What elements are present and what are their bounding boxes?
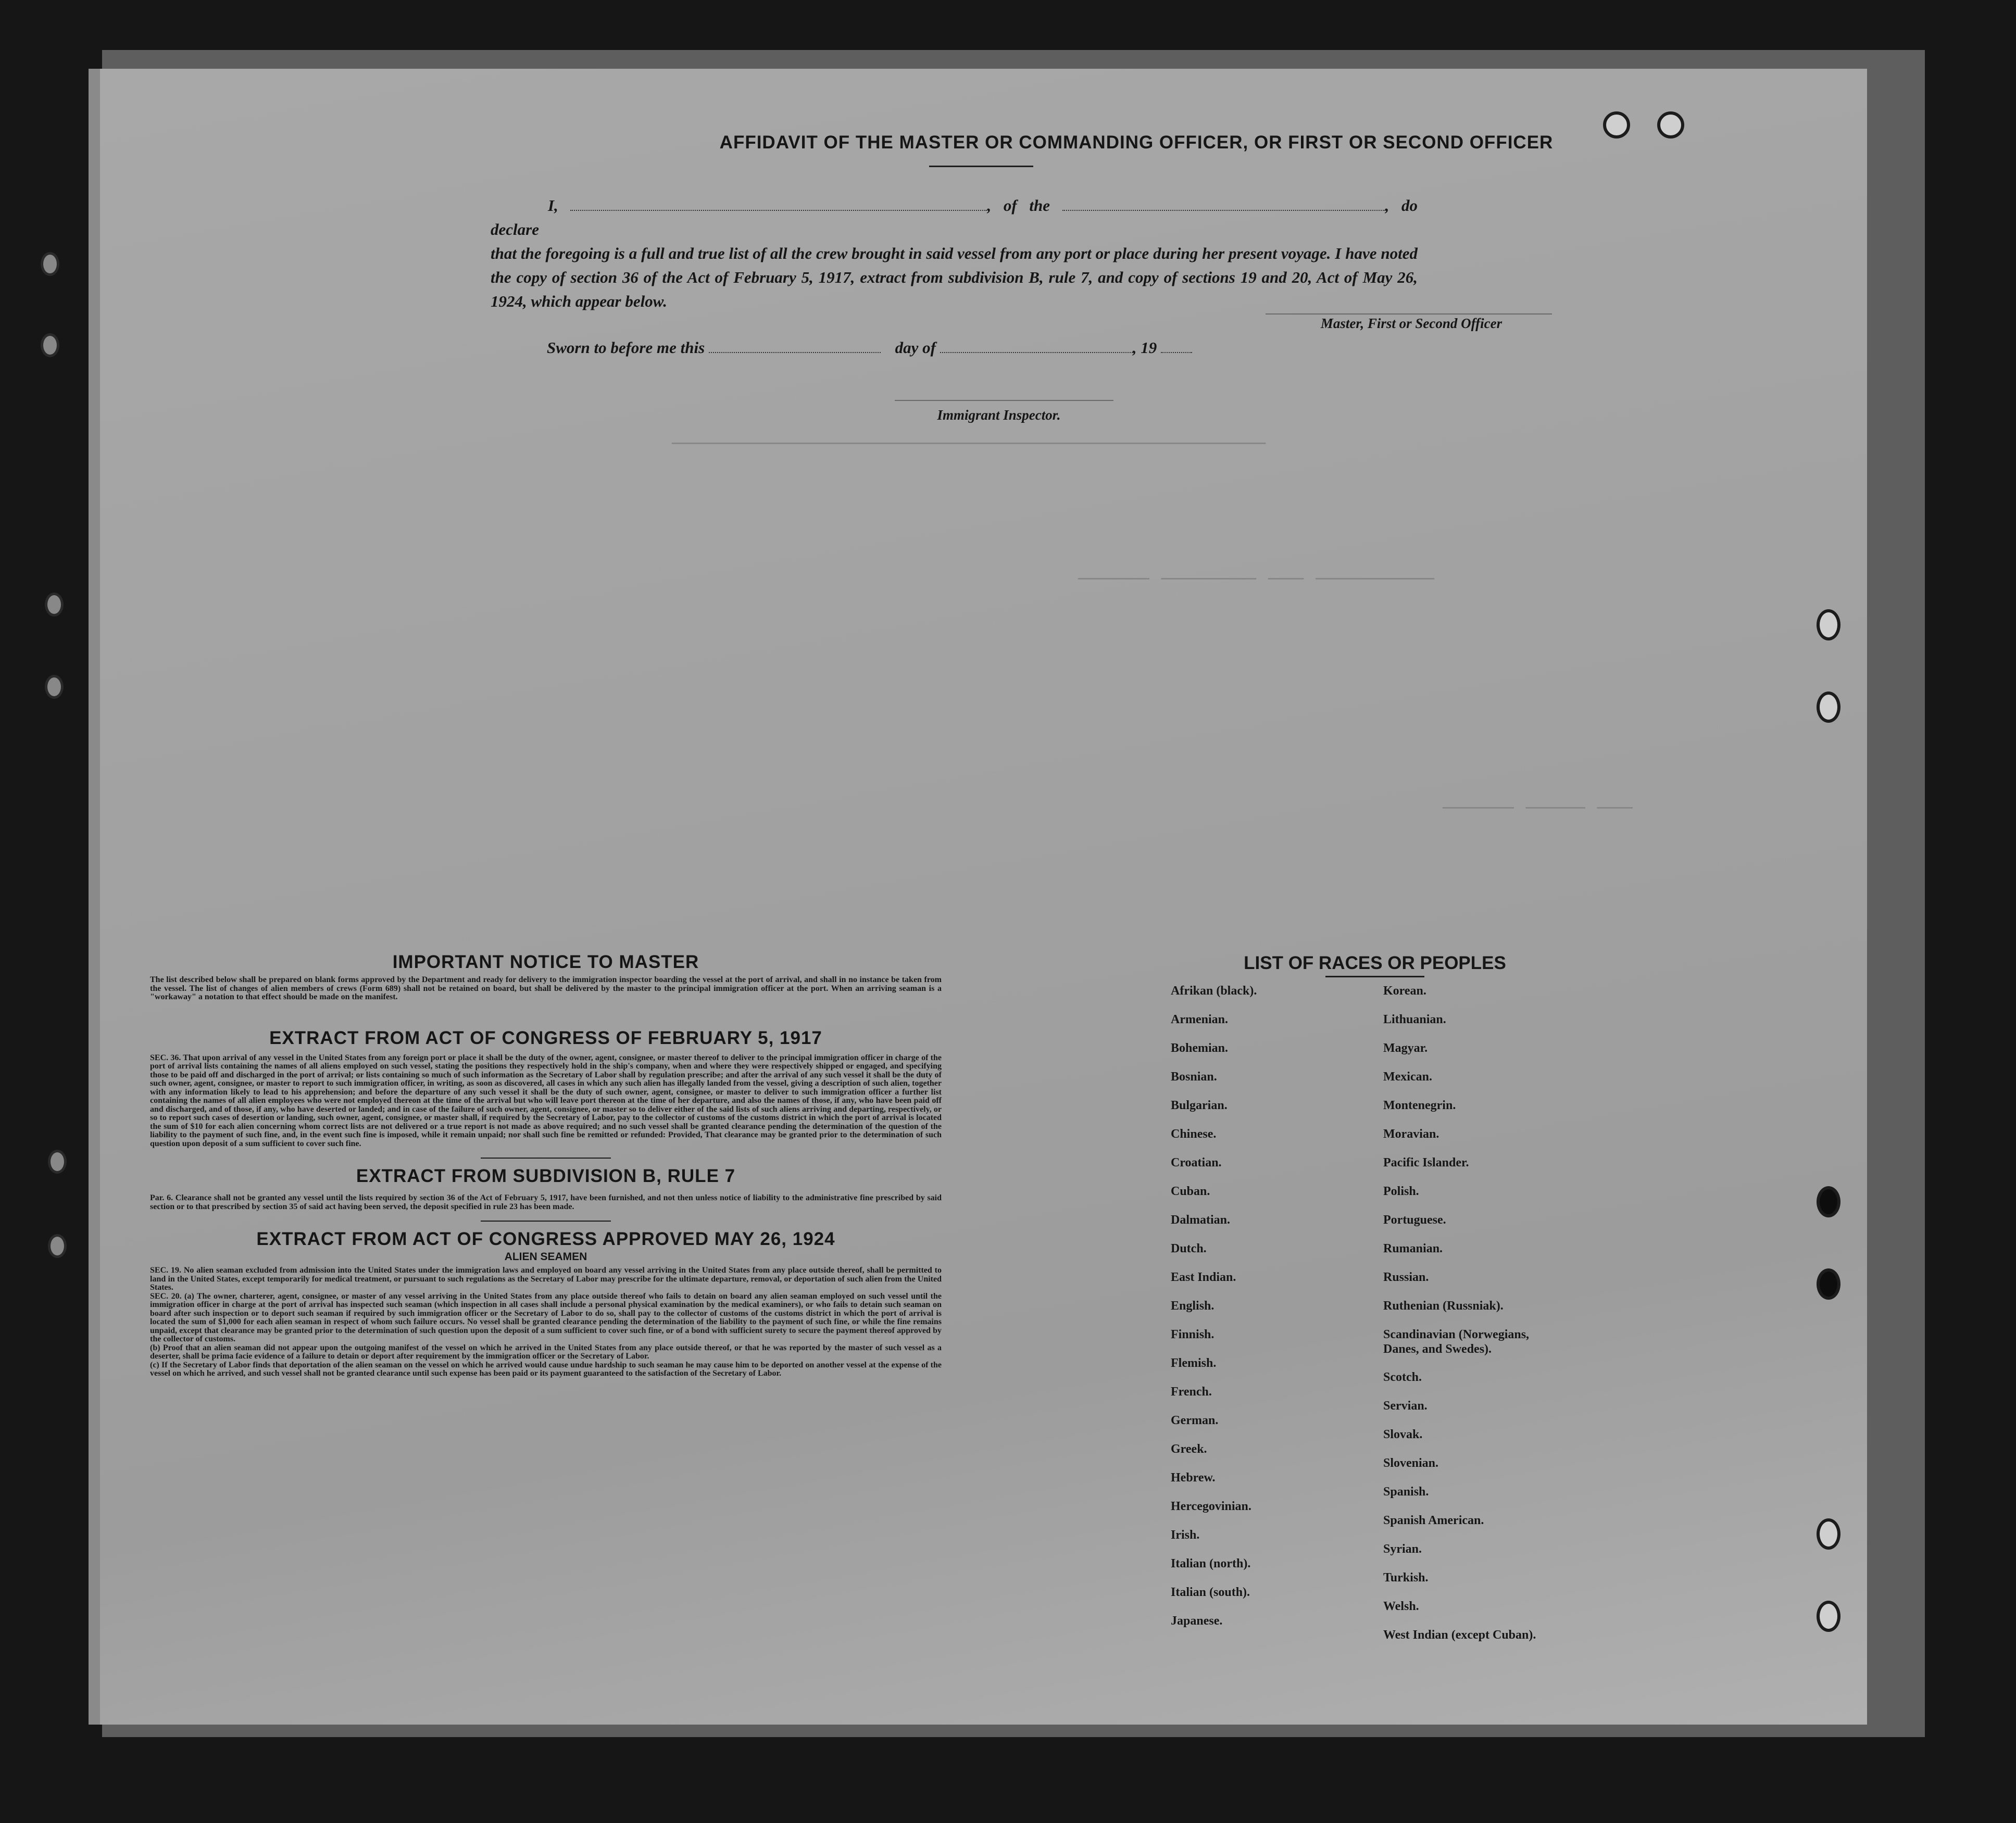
race-item: Italian (south). [1171,1586,1250,1599]
race-item: French. [1171,1385,1212,1399]
sworn-line [547,338,1380,357]
race-item: Slovak. [1383,1428,1423,1441]
section-divider [481,1221,611,1222]
extract-1917-text: SEC. 36. That upon arrival of any vessel in the United States from any foreign port or place it shall be the duty of the owner, agent, consignee, or master thereof to deliver to the principal immigration officer in charge of the port of arrival lists containing the names of all aliens employed on such vessel, stating the positions they respectively hold in the ship's company, when and where they were respectively shipped or engaged, and specifying those to be paid off and discharged in the port of arrival; or lists containing so much of such information as the Secretary of Labor shall by regulation prescribe; and after the arrival of any such vessel it shall be the duty of such owner, agent, consignee, or master to report to such immigration officer, in writing, as soon as discovered, all cases in which any such alien has illegally landed from the vessel, giving a description of such alien, together with any information likely to lead to his apprehension; and before the departure of any such vessel it shall be the duty of such owner, agent, consignee, or master to deliver to such immigration officer a further list containing the names of all alien employees who were not employed thereon at the time of the arrival but who will leave port thereon at the time of her departure, and also the names of those, if any, who have been paid off and discharged, and of those, if any, who have deserted or landed; and in case of the failure of such owner, agent, consignee, or master so to deliver either of the said lists of such aliens arriving and departing, respectively, or so to report such cases of desertion or landing, such owner, agent, consignee, or master shall, if required by the Secretary of Labor, pay to the collector of customs of the customs district in which the port of arrival is located the sum of $10 for each alien concerning whom correct lists are not delivered or a true report is not made as above required; and no such vessel shall be granted clearance pending the determination of the question of the liability to the payment of such fine, and, in the event such fine is imposed, while it remain unpaid; nor shall such fine be remitted or refunded: Provided, That clearance may be granted prior to the determination of such question upon deposit of a sum sufficient to cover such fine. [150,1053,942,1148]
race-item: Dalmatian. [1171,1213,1230,1227]
punch-hole [1817,692,1840,723]
binder-hole [48,1234,67,1258]
race-item: Welsh. [1383,1600,1419,1613]
race-item: Russian. [1383,1271,1429,1284]
punch-hole [1817,1518,1840,1550]
binder-hole [48,1150,67,1174]
notice-text: The list described below shall be prepared on blank forms approved by the Department and ready for delivery to the immigration inspector boarding the vessel at the port of arrival, and shall in no instance be taken from the vessel. The list of changes of alien members of crews (Form 689) shall not be retained on board, but shall be delivered by the master to the principal immigration officer at the port. When an arriving seaman is a "workaway" a notation to that effect should be made on the manifest. [150,975,942,1001]
inspector-label: Immigrant Inspector. [937,407,1061,423]
notice-section [150,952,942,1378]
race-item: Cuban. [1171,1185,1210,1198]
affidavit-of-the: , of the [987,196,1050,215]
race-item: Portuguese. [1383,1213,1446,1227]
race-item: Chinese. [1171,1127,1217,1141]
day-blank [709,351,881,353]
race-item: Syrian. [1383,1542,1422,1556]
affidavit-statement: that the foregoing is a full and true list of all the crew brought in said vessel from any port or place during her present voyage. I have noted the copy of section 36 of the Act of February 5, 1917, extract from subdivision B, rule 7, and copy of sections 19 and 20, Act of May 26, 1924, which appear below. [491,244,1418,310]
race-item: Finnish. [1171,1328,1214,1341]
bleed-through: ────── ───── ─── [1443,798,1633,820]
bleed-through: ────── ──────── ─── ────────── [1078,569,1435,591]
extract-1924-title: EXTRACT FROM ACT OF CONGRESS APPROVED MAY 26, 1924 [256,1229,835,1249]
race-item: Spanish. [1383,1485,1429,1499]
race-item: Croatian. [1171,1156,1222,1170]
race-item: Pacific Islander. [1383,1156,1469,1170]
race-item: English. [1171,1299,1214,1313]
race-item: Irish. [1171,1528,1200,1542]
race-item: Bosnian. [1171,1070,1217,1084]
document-page [89,69,1867,1725]
race-item: Italian (north). [1171,1557,1251,1570]
races-column-1 [1167,984,1375,1656]
year-blank [1161,351,1192,353]
notice-title: IMPORTANT NOTICE TO MASTER [392,952,699,972]
race-item: Armenian. [1171,1013,1228,1026]
punch-hole [1817,1268,1840,1300]
master-label: Master, First or Second Officer [1320,316,1502,331]
race-item: Slovenian. [1383,1456,1439,1470]
race-item: Rumanian. [1383,1242,1443,1255]
races-column-2 [1375,984,1583,1656]
extract-rule7-title: EXTRACT FROM SUBDIVISION B, RULE 7 [356,1166,736,1186]
race-item: Spanish American. [1383,1514,1484,1527]
extract-1924-subtitle: ALIEN SEAMEN [504,1251,587,1263]
year-text: , 19 [1132,338,1157,357]
races-title-underline [1325,976,1424,977]
binder-hole [41,333,59,357]
affidavit-declare: , do declare [491,196,1418,238]
binder-hole [45,593,64,617]
race-item: Montenegrin. [1383,1099,1456,1112]
race-item: Servian. [1383,1399,1428,1413]
race-item: Lithuanian. [1383,1013,1446,1026]
race-item: Bohemian. [1171,1041,1229,1055]
extract-1917-title: EXTRACT FROM ACT OF CONGRESS OF FEBRUARY 5, 1917 [269,1027,822,1048]
month-blank [940,351,1133,353]
binder-hole [45,675,64,699]
race-item: Dutch. [1171,1242,1207,1255]
race-item: Ruthenian (Russniak). [1383,1299,1504,1313]
extract-rule7-text: Par. 6. Clearance shall not be granted any vessel until the lists required by section 36 of the Act of February 5, 1917, have been furnished, and not then unless notice of liability to the administrative fine prescribed by said section or to that prescribed by section 35 of said act having been served, the deposit specified in rule 23 has been made. [150,1193,942,1211]
race-item: Flemish. [1171,1356,1217,1370]
race-item: Magyar. [1383,1041,1428,1055]
race-item: Hebrew. [1171,1471,1216,1485]
binder-hole [41,252,59,276]
race-item: Turkish. [1383,1571,1429,1585]
race-item: Moravian. [1383,1127,1439,1141]
races-title: LIST OF RACES OR PEOPLES [1244,953,1506,973]
sec20a-text: SEC. 20. (a) The owner, charterer, agent, consignee, or master of any vessel arriving in the United States from any place outside thereof who fails to detain on board any alien seaman employed on such vessel until the immigration officer in charge at the port of arrival has inspected such seaman (which inspection in all cases shall include a personal physical examination by the medical examiners), or who fails to detain such seaman on board after such inspection or to deport such seaman if required by such immigration officer or the Secretary of Labor to do so, shall pay to the collector of customs of the customs district in which the port of arrival is located the sum of $1,000 for each alien seaman in respect of whom such failure occurs. No vessel shall be granted clearance pending the determination of the liability to the payment of such fine, or while the fine remains unpaid, except that clearance may be granted prior to the determination of such question upon the deposit of a sum sufficient to cover such fine, or of a bond with sufficient surety to secure the payment thereof approved by the collector of customs. [150,1291,942,1343]
sworn-text: Sworn to before me this [547,338,705,357]
races-grid [1167,984,1583,1656]
race-item: West Indian (except Cuban). [1383,1628,1536,1642]
vessel-blank [1062,209,1385,211]
race-item: Hercegovinian. [1171,1500,1251,1513]
section-divider [481,1158,611,1159]
races-list [1167,953,1583,1656]
bleed-through: ────────────────────────────────────────────────── [672,433,1266,456]
sec19-text: SEC. 19. No alien seaman excluded from admission into the United States under the immigration laws and employed on board any vessel arriving in the United States from any place outside thereof, shall be permitted to land in the United States, except temporarily for medical treatment, or pursuant to such regulations as the Secretary of Labor may prescribe for the ultimate departure, removal, or deportation of such alien from the United States. [150,1266,942,1292]
page-edge [89,69,100,1725]
affidavit-i: I, [548,196,558,215]
race-item: Korean. [1383,984,1426,998]
race-item: Greek. [1171,1442,1207,1456]
race-item: Afrikan (black). [1171,984,1257,998]
affidavit-body [491,194,1418,313]
race-item: East Indian. [1171,1271,1236,1284]
punch-hole [1817,609,1840,640]
race-item: Mexican. [1383,1070,1432,1084]
name-blank [570,209,987,211]
title-underline [929,166,1033,167]
race-item: Scotch. [1383,1371,1422,1384]
race-item: Bulgarian. [1171,1099,1228,1112]
punch-hole [1817,1601,1840,1632]
race-item: Scandinavian (Norwegians, Danes, and Swedes). [1383,1328,1530,1356]
sec20c-text: (c) If the Secretary of Labor finds that deportation of the alien seaman on the vessel on which he arrived would cause undue hardship to such seaman he may cause him to be deported on another vessel at the expense of the vessel on which he arrived, and such vessel shall not be granted clearance until such expense has been paid or its payment guaranteed to the satisfaction of the Secretary of Labor. [150,1360,942,1378]
race-item: Japanese. [1171,1614,1223,1628]
sec20b-text: (b) Proof that an alien seaman did not appear upon the outgoing manifest of the vessel on which he arrived in the United States from any place outside thereof, or that he was reported by the master of such vessel as a deserter, shall be prima facie evidence of a failure to detain or deport after requirement by the immigration officer or the Secretary of Labor. [150,1343,942,1361]
affidavit-title: AFFIDAVIT OF THE MASTER OR COMMANDING OFFICER, OR FIRST OR SECOND OFFICER [719,132,1554,153]
race-item: German. [1171,1414,1219,1427]
punch-hole [1817,1186,1840,1217]
race-item: Polish. [1383,1185,1419,1198]
inspector-signature-line [895,400,1113,401]
signature-line [1266,313,1552,315]
day-of-text: day of [895,338,936,357]
